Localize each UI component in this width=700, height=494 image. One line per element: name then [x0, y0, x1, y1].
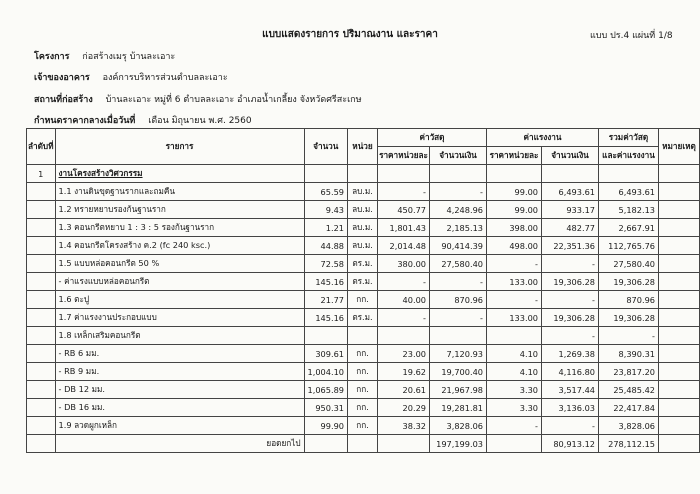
cell-ma: 197,199.03: [430, 435, 487, 453]
cell-ma: 19,281.81: [430, 399, 487, 417]
cell-qty: 9.43: [304, 201, 347, 219]
cell-la: 3,136.03: [542, 399, 599, 417]
table-row: [27, 363, 700, 381]
cell-lu: [487, 327, 542, 345]
cell-item: งานโครงสร้างวิศวกรรม: [55, 165, 304, 183]
table-body: [27, 165, 700, 453]
cell-mu: [378, 435, 430, 453]
cell-mu: 38.32: [378, 417, 430, 435]
cell-la: 6,493.61: [542, 183, 599, 201]
cell-lu: 99.00: [487, 201, 542, 219]
cell-unit: กก.: [348, 417, 378, 435]
quantity-price-table: [26, 128, 700, 453]
cell-la: 4,116.80: [542, 363, 599, 381]
cell-ma: -: [430, 273, 487, 291]
header-material-amount: จำนวนเงิน: [430, 147, 487, 165]
cell-no: [27, 327, 56, 345]
cell-no: [27, 435, 56, 453]
cell-unit: กก.: [348, 399, 378, 417]
header-labor-unit-price: ราคาหน่วยละ: [487, 147, 542, 165]
cell-unit: ตร.ม.: [348, 255, 378, 273]
cell-mu: -: [378, 309, 430, 327]
header-unit: หน่วย: [348, 129, 378, 165]
cell-la: 933.17: [542, 201, 599, 219]
info-date: [34, 113, 252, 127]
cell-unit: ลบ.ม.: [348, 201, 378, 219]
cell-mu: 450.77: [378, 201, 430, 219]
cell-unit: ตร.ม.: [348, 273, 378, 291]
cell-total: 25,485.42: [599, 381, 659, 399]
cell-total: 870.96: [599, 291, 659, 309]
cell-no: [27, 399, 56, 417]
table-row: [27, 273, 700, 291]
cell-qty: 1,065.89: [304, 381, 347, 399]
cell-remark: [659, 291, 700, 309]
cell-no: [27, 255, 56, 273]
info-value: บ้านละเอาะ หมู่ที่ 6 ตำบลละเอาะ อำเภอน้ำเกลี้ยง จังหวัดศรีสะเกษ: [105, 95, 362, 105]
cell-lu: [487, 165, 542, 183]
cell-no: [27, 201, 56, 219]
cell-unit: ลบ.ม.: [348, 237, 378, 255]
cell-ma: 7,120.93: [430, 345, 487, 363]
cell-item: - RB 6 มม.: [55, 345, 304, 363]
cell-no: [27, 363, 56, 381]
cell-la: 482.77: [542, 219, 599, 237]
cell-lu: [487, 435, 542, 453]
header-total: รวมค่าวัสดุ: [599, 129, 659, 147]
header-item: รายการ: [55, 129, 304, 165]
cell-unit: [348, 327, 378, 345]
cell-total: 3,828.06: [599, 417, 659, 435]
info-location: [34, 92, 362, 106]
cell-remark: [659, 417, 700, 435]
cell-mu: 23.00: [378, 345, 430, 363]
table-row: [27, 417, 700, 435]
cell-lu: 4.10: [487, 345, 542, 363]
cell-qty: 44.88: [304, 237, 347, 255]
cell-total: 112,765.76: [599, 237, 659, 255]
table-row: [27, 255, 700, 273]
cell-item: - DB 16 มม.: [55, 399, 304, 417]
cell-qty: 65.59: [304, 183, 347, 201]
cell-lu: -: [487, 255, 542, 273]
cell-no: [27, 345, 56, 363]
cell-la: 80,913.12: [542, 435, 599, 453]
cell-unit: กก.: [348, 345, 378, 363]
cell-remark: [659, 309, 700, 327]
info-value: องค์การบริหารส่วนตำบลละเอาะ: [102, 73, 228, 83]
cell-ma: [430, 165, 487, 183]
cell-item: 1.5 แบบหล่อคอนกรีต 50 %: [55, 255, 304, 273]
header-qty: จำนวน: [304, 129, 347, 165]
cell-total: -: [599, 327, 659, 345]
cell-unit: ลบ.ม.: [348, 219, 378, 237]
cell-lu: 99.00: [487, 183, 542, 201]
cell-remark: [659, 381, 700, 399]
cell-unit: กก.: [348, 363, 378, 381]
cell-total: 6,493.61: [599, 183, 659, 201]
info-owner: [34, 70, 228, 84]
cell-mu: 20.29: [378, 399, 430, 417]
cell-la: -: [542, 255, 599, 273]
cell-la: [542, 165, 599, 183]
cell-ma: [430, 327, 487, 345]
cell-remark: [659, 219, 700, 237]
cell-unit: กก.: [348, 291, 378, 309]
cell-no: [27, 237, 56, 255]
cell-qty: 950.31: [304, 399, 347, 417]
table-row: [27, 399, 700, 417]
table-row: [27, 435, 700, 453]
cell-total: 27,580.40: [599, 255, 659, 273]
form-reference: แบบ ปร.4 แผ่นที่ 1/8: [590, 31, 673, 41]
cell-lu: 4.10: [487, 363, 542, 381]
cell-lu: 133.00: [487, 309, 542, 327]
cell-remark: [659, 165, 700, 183]
cell-ma: -: [430, 309, 487, 327]
cell-item: 1.6 ตะปู: [55, 291, 304, 309]
cell-remark: [659, 345, 700, 363]
cell-unit: ลบ.ม.: [348, 183, 378, 201]
cell-qty: 21.77: [304, 291, 347, 309]
header-no: ลำดับที่: [27, 129, 56, 165]
cell-unit: [348, 165, 378, 183]
cell-ma: 3,828.06: [430, 417, 487, 435]
cell-qty: [304, 165, 347, 183]
cell-la: 22,351.36: [542, 237, 599, 255]
cell-total: 2,667.91: [599, 219, 659, 237]
cell-remark: [659, 363, 700, 381]
cell-mu: [378, 327, 430, 345]
cell-qty: 309.61: [304, 345, 347, 363]
header-material: ค่าวัสดุ: [378, 129, 487, 147]
cell-remark: [659, 255, 700, 273]
cell-mu: 380.00: [378, 255, 430, 273]
header-total-2: และค่าแรงงาน: [599, 147, 659, 165]
info-label: เจ้าของอาคาร: [34, 73, 90, 83]
cell-total: 22,417.84: [599, 399, 659, 417]
cell-la: -: [542, 291, 599, 309]
cell-item: ยอดยกไป: [55, 435, 304, 453]
cell-ma: 90,414.39: [430, 237, 487, 255]
cell-item: 1.9 ลวดผูกเหล็ก: [55, 417, 304, 435]
cell-qty: 145.16: [304, 309, 347, 327]
cell-no: [27, 309, 56, 327]
cell-no: [27, 381, 56, 399]
cell-qty: [304, 327, 347, 345]
cell-no: [27, 219, 56, 237]
cell-mu: -: [378, 183, 430, 201]
info-label: สถานที่ก่อสร้าง: [34, 95, 93, 105]
cell-lu: 398.00: [487, 219, 542, 237]
cell-ma: 4,248.96: [430, 201, 487, 219]
cell-qty: 1,004.10: [304, 363, 347, 381]
cell-no: [27, 417, 56, 435]
cell-la: 1,269.38: [542, 345, 599, 363]
cell-lu: 133.00: [487, 273, 542, 291]
table-row: [27, 309, 700, 327]
info-project: [34, 49, 175, 63]
cell-mu: [378, 165, 430, 183]
cell-remark: [659, 237, 700, 255]
document-title: แบบแสดงรายการ ปริมาณงาน และราคา: [262, 29, 438, 40]
cell-ma: -: [430, 183, 487, 201]
cell-lu: 498.00: [487, 237, 542, 255]
table-row: [27, 291, 700, 309]
cell-la: 19,306.28: [542, 309, 599, 327]
cell-total: 8,390.31: [599, 345, 659, 363]
info-value: เดือน มิถุนายน พ.ศ. 2560: [148, 116, 252, 126]
cell-item: 1.8 เหล็กเสริมคอนกรีต: [55, 327, 304, 345]
cell-total: 23,817.20: [599, 363, 659, 381]
cell-ma: 19,700.40: [430, 363, 487, 381]
cell-remark: [659, 273, 700, 291]
cell-item: - ค่าแรงแบบหล่อคอนกรีต: [55, 273, 304, 291]
header-remark: หมายเหตุ: [659, 129, 700, 165]
cell-qty: 1.21: [304, 219, 347, 237]
table-row: [27, 381, 700, 399]
cell-qty: 99.90: [304, 417, 347, 435]
cell-item: - DB 12 มม.: [55, 381, 304, 399]
cell-lu: 3.30: [487, 381, 542, 399]
cell-unit: [348, 435, 378, 453]
cell-total: 19,306.28: [599, 273, 659, 291]
cell-remark: [659, 435, 700, 453]
table-row: [27, 183, 700, 201]
cell-remark: [659, 399, 700, 417]
cell-item: 1.7 ค่าแรงงานประกอบแบบ: [55, 309, 304, 327]
cell-item: 1.3 คอนกรีตหยาบ 1 : 3 : 5 รองก้นฐานราก: [55, 219, 304, 237]
cell-no: 1: [27, 165, 56, 183]
cell-qty: 145.16: [304, 273, 347, 291]
cell-total: 5,182.13: [599, 201, 659, 219]
cell-mu: 20.61: [378, 381, 430, 399]
cell-ma: 870.96: [430, 291, 487, 309]
cell-no: [27, 291, 56, 309]
table-row: [27, 201, 700, 219]
cell-qty: 72.58: [304, 255, 347, 273]
cell-mu: -: [378, 273, 430, 291]
cell-total: [599, 165, 659, 183]
info-label: กำหนดราคากลางเมื่อวันที่: [34, 116, 136, 126]
info-label: โครงการ: [34, 52, 70, 62]
cell-lu: -: [487, 417, 542, 435]
table-row: [27, 219, 700, 237]
cell-item: 1.1 งานดินขุดฐานรากและถมคืน: [55, 183, 304, 201]
cell-no: [27, 183, 56, 201]
cell-no: [27, 273, 56, 291]
table-row: [27, 327, 700, 345]
cell-mu: 40.00: [378, 291, 430, 309]
cell-item: 1.2 ทรายหยาบรองก้นฐานราก: [55, 201, 304, 219]
cell-remark: [659, 201, 700, 219]
cell-la: 19,306.28: [542, 273, 599, 291]
cell-ma: 2,185.13: [430, 219, 487, 237]
cell-total: 19,306.28: [599, 309, 659, 327]
cell-unit: ตร.ม.: [348, 309, 378, 327]
header-labor-amount: จำนวนเงิน: [542, 147, 599, 165]
cell-la: -: [542, 327, 599, 345]
cell-lu: -: [487, 291, 542, 309]
table-row: [27, 345, 700, 363]
cell-ma: 21,967.98: [430, 381, 487, 399]
cell-item: 1.4 คอนกรีตโครงสร้าง ค.2 (fc 240 ksc.): [55, 237, 304, 255]
cell-lu: 3.30: [487, 399, 542, 417]
cell-la: 3,517.44: [542, 381, 599, 399]
cell-la: -: [542, 417, 599, 435]
table-row: [27, 237, 700, 255]
info-value: ก่อสร้างเมรุ บ้านละเอาะ: [82, 52, 176, 62]
cell-ma: 27,580.40: [430, 255, 487, 273]
cell-remark: [659, 327, 700, 345]
cell-mu: 19.62: [378, 363, 430, 381]
cell-total: 278,112.15: [599, 435, 659, 453]
cell-qty: [304, 435, 347, 453]
header-material-unit-price: ราคาหน่วยละ: [378, 147, 430, 165]
cell-remark: [659, 183, 700, 201]
cell-mu: 1,801.43: [378, 219, 430, 237]
header-labor: ค่าแรงงาน: [487, 129, 599, 147]
cell-item: - RB 9 มม.: [55, 363, 304, 381]
table-row: [27, 165, 700, 183]
cell-mu: 2,014.48: [378, 237, 430, 255]
cell-unit: กก.: [348, 381, 378, 399]
